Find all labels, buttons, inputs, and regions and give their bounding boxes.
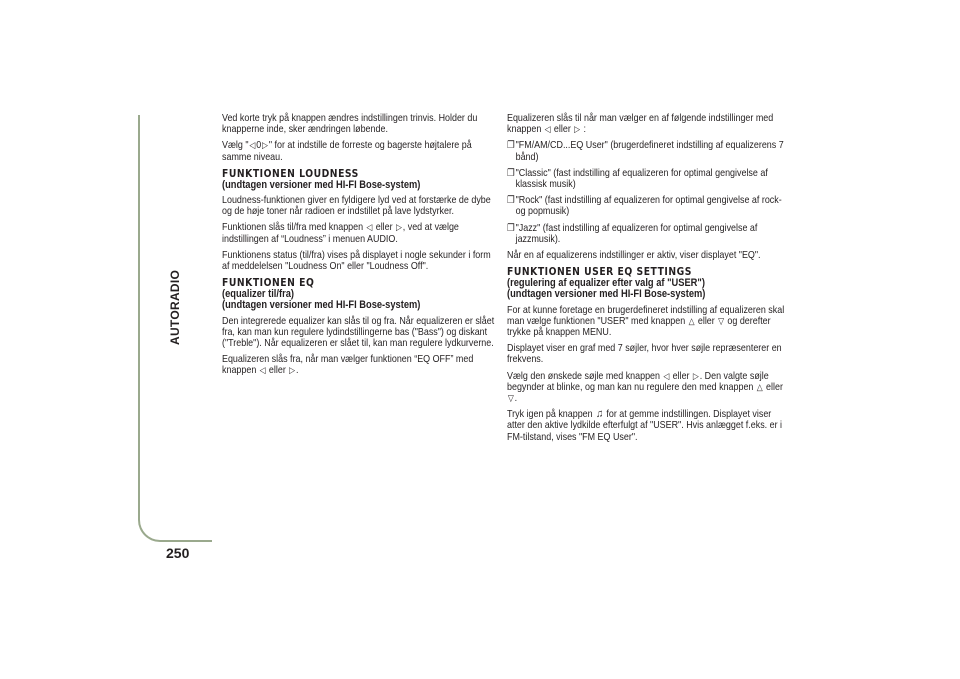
paragraph: Equalizeren slås til når man vælger en af følgende indstillinger med knappen ◁ eller ▷ : [507, 113, 774, 136]
paragraph: For at kunne foretage en brugerdefineret indstilling af equalizeren skal man vælge funktionen "USER" med knappen △ eller ▽ og derefter trykke på knappen MENU. [507, 304, 785, 339]
section-label: AUTORADIO [168, 269, 182, 345]
paragraph: Funktionen slås til/fra med knappen ◁ eller ▷, ved at vælge indstillingen af “Loudness” i menuen AUDIO. [222, 222, 459, 245]
right-arrow-icon: ▷ [692, 370, 699, 381]
checkbox-bullet-icon: ❐ [507, 195, 515, 207]
list-item: ❐ "Rock" (fast indstilling af equalizeren for optimal gengivelse af rock- og popmusik) [507, 195, 782, 218]
left-column [222, 113, 497, 382]
right-arrow-icon: ▷ [574, 124, 581, 135]
right-arrow-icon: ▷ [395, 222, 402, 233]
down-arrow-icon: ▽ [507, 393, 514, 404]
left-arrow-icon: ◁ [249, 140, 256, 151]
page-number: 250 [166, 545, 190, 561]
list-item: ❐ "FM/AM/CD...EQ User" (brugerdefineret indstilling af equalizerens 7 bånd) [507, 140, 784, 163]
paragraph: Når en af equalizerens indstillinger er aktiv, viser displayet "EQ". [507, 250, 761, 262]
list-item: ❐ "Classic" (fast indstilling af equalizeren for optimal gengivelse af klassisk musik) [507, 167, 768, 191]
checkbox-bullet-icon: ❐ [507, 222, 515, 234]
paragraph: Vælg "◁0▷" for at indstille de forreste og bagerste højtalere på samme niveau. [222, 140, 472, 163]
paragraph: Displayet viser en graf med 7 søjler, hvor hver søjle repræsenterer en frekvens. [507, 343, 782, 366]
paragraph: Loudness-funktionen giver en fyldigere lyd ved at forstærke de dybe og de høje toner når radioen er indstillet på lave lydstyrker. [222, 195, 491, 218]
right-arrow-icon: ▷ [289, 365, 296, 376]
section-heading-eq: FUNKTIONEN EQ (equalizer til/fra) (undtagen versioner med HI-FI Bose-system) [222, 277, 421, 312]
paragraph: Vælg den ønskede søjle med knappen ◁ eller ▷. Den valgte søjle begynder at blinke, og man kan nu regulere den med knappen △ eller ▽. [507, 370, 783, 405]
paragraph: Ved korte tryk på knappen ændres indstillingen trinvis. Holder du knapperne inde, sker ændringen løbende. [222, 113, 478, 136]
section-heading-loudness: FUNKTIONEN LOUDNESS (undtagen versioner med HI-FI Bose-system) [222, 167, 421, 191]
left-arrow-icon: ◁ [663, 370, 670, 381]
left-arrow-icon: ◁ [366, 222, 373, 233]
checkbox-bullet-icon: ❐ [507, 140, 515, 152]
up-arrow-icon: △ [688, 315, 695, 326]
right-column [507, 113, 785, 448]
down-arrow-icon: ▽ [718, 315, 725, 326]
paragraph: Equalizeren slås fra, når man vælger funktionen “EQ OFF” med knappen ◁ eller ▷. [222, 354, 474, 377]
right-arrow-icon: ▷ [262, 140, 268, 151]
checkbox-bullet-icon: ❐ [507, 167, 515, 179]
left-arrow-icon: ◁ [544, 124, 551, 135]
up-arrow-icon: △ [756, 381, 763, 392]
list-item: ❐ "Jazz" (fast indstilling af equalizeren for optimal gengivelse af jazzmusik). [507, 222, 758, 245]
left-arrow-icon: ◁ [259, 365, 266, 376]
paragraph: Tryk igen på knappen ♫ for at gemme indstillingen. Displayet viser atter den aktive lydkilde efterfulgt af "USER". Hvis anlægget f.eks. er i FM-tilstand, vises "FM EQ User". [507, 408, 783, 443]
paragraph: Den integrerede equalizer kan slås til og fra. Når equalizeren er slået fra, kan man kun regulere lydindstillingerne bas ("Bass") og diskant ("Treble"). Når equalizeren er slået til, kan man regulere lydkurverne. [222, 315, 495, 350]
section-heading-user-eq: FUNKTIONEN USER EQ SETTINGS (regulering af equalizer efter valg af "USER") (undtagen versioner med HI-FI Bose-system) [507, 266, 706, 301]
paragraph: Funktionens status (til/fra) vises på displayet i nogle sekunder i form af meddelelsen "Loudness On" eller "Loudness Off". [222, 249, 491, 273]
music-note-icon: ♫ [595, 408, 604, 421]
